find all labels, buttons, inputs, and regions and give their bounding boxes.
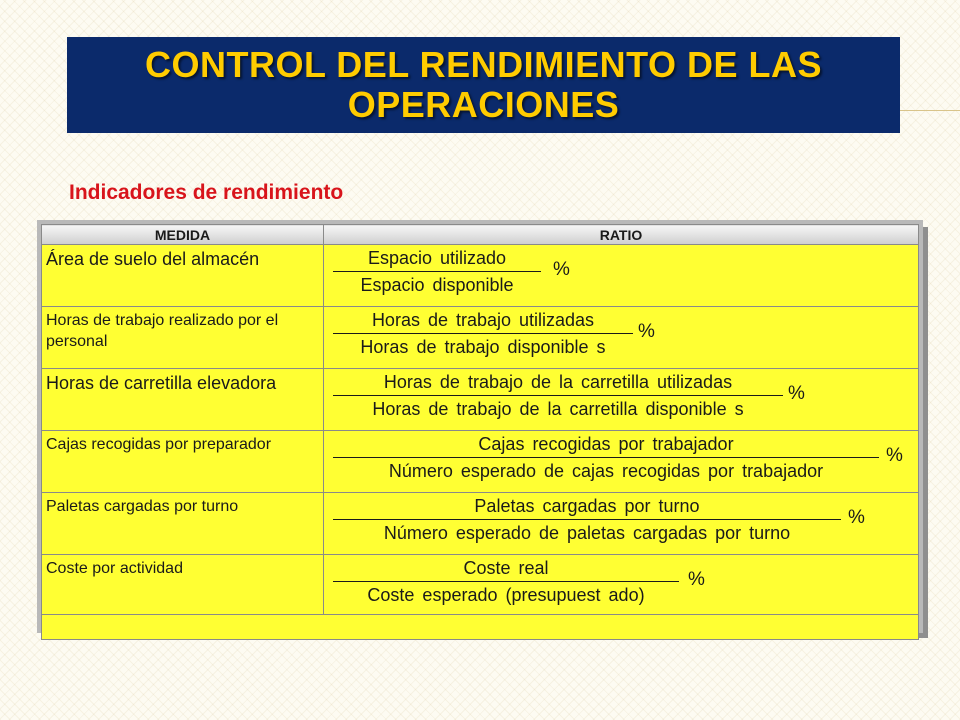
ratio-numerator: Horas de trabajo de la carretilla utilizadas <box>383 372 733 392</box>
ratio-denominator: Horas de trabajo de la carretilla disponible s <box>333 395 783 420</box>
header-ratio: RATIO <box>324 225 919 245</box>
ratio-numerator: Cajas recogidas por trabajador <box>478 434 734 454</box>
table-row-empty <box>42 615 919 640</box>
ratio-cell <box>324 431 919 493</box>
indicators-table <box>41 224 919 640</box>
ratio-cell <box>324 555 919 615</box>
ratio-fraction <box>333 557 679 606</box>
table-row <box>42 493 919 555</box>
percent-sign: % <box>788 383 805 404</box>
indicators-table-body <box>41 224 919 630</box>
ratio-denominator: Número esperado de paletas cargadas por turno <box>333 519 841 544</box>
medida-cell: Cajas recogidas por preparador <box>42 431 324 493</box>
section-subtitle: Indicadores de rendimiento <box>69 181 344 204</box>
ratio-denominator: Horas de trabajo disponible s <box>333 333 633 358</box>
ratio-denominator: Número esperado de cajas recogidas por trabajador <box>333 457 879 482</box>
table-row <box>42 307 919 369</box>
percent-sign: % <box>848 507 865 528</box>
medida-cell: Área de suelo del almacén <box>42 245 324 307</box>
ratio-fraction <box>333 309 633 358</box>
percent-sign: % <box>886 445 903 466</box>
ratio-fraction <box>333 495 841 544</box>
ratio-cell <box>324 493 919 555</box>
table-header-row <box>42 225 919 245</box>
table-row <box>42 369 919 431</box>
table-row <box>42 431 919 493</box>
table-row <box>42 555 919 615</box>
title-banner <box>67 37 900 133</box>
medida-cell: Horas de trabajo realizado por el personal <box>42 307 324 369</box>
percent-sign: % <box>688 569 705 590</box>
indicators-table-frame <box>37 220 923 633</box>
ratio-cell <box>324 245 919 307</box>
ratio-fraction <box>333 433 879 482</box>
ratio-fraction <box>333 371 783 420</box>
percent-sign: % <box>553 259 570 280</box>
ratio-numerator: Horas de trabajo utilizadas <box>371 310 595 330</box>
title-divider-line <box>900 110 960 111</box>
ratio-fraction <box>333 247 541 296</box>
ratio-numerator: Coste real <box>463 558 549 578</box>
ratio-cell <box>324 369 919 431</box>
header-medida: MEDIDA <box>42 225 324 245</box>
table-row <box>42 245 919 307</box>
medida-cell: Horas de carretilla elevadora <box>42 369 324 431</box>
ratio-numerator: Paletas cargadas por turno <box>474 496 700 516</box>
medida-cell: Paletas cargadas por turno <box>42 493 324 555</box>
medida-cell: Coste por actividad <box>42 555 324 615</box>
empty-cell <box>42 615 919 640</box>
ratio-denominator: Coste esperado (presupuest ado) <box>333 581 679 606</box>
percent-sign: % <box>638 321 655 342</box>
ratio-cell <box>324 307 919 369</box>
ratio-denominator: Espacio disponible <box>333 271 541 296</box>
ratio-numerator: Espacio utilizado <box>367 248 507 268</box>
page-title: CONTROL DEL RENDIMIENTO DE LAS OPERACIONES <box>144 44 823 125</box>
